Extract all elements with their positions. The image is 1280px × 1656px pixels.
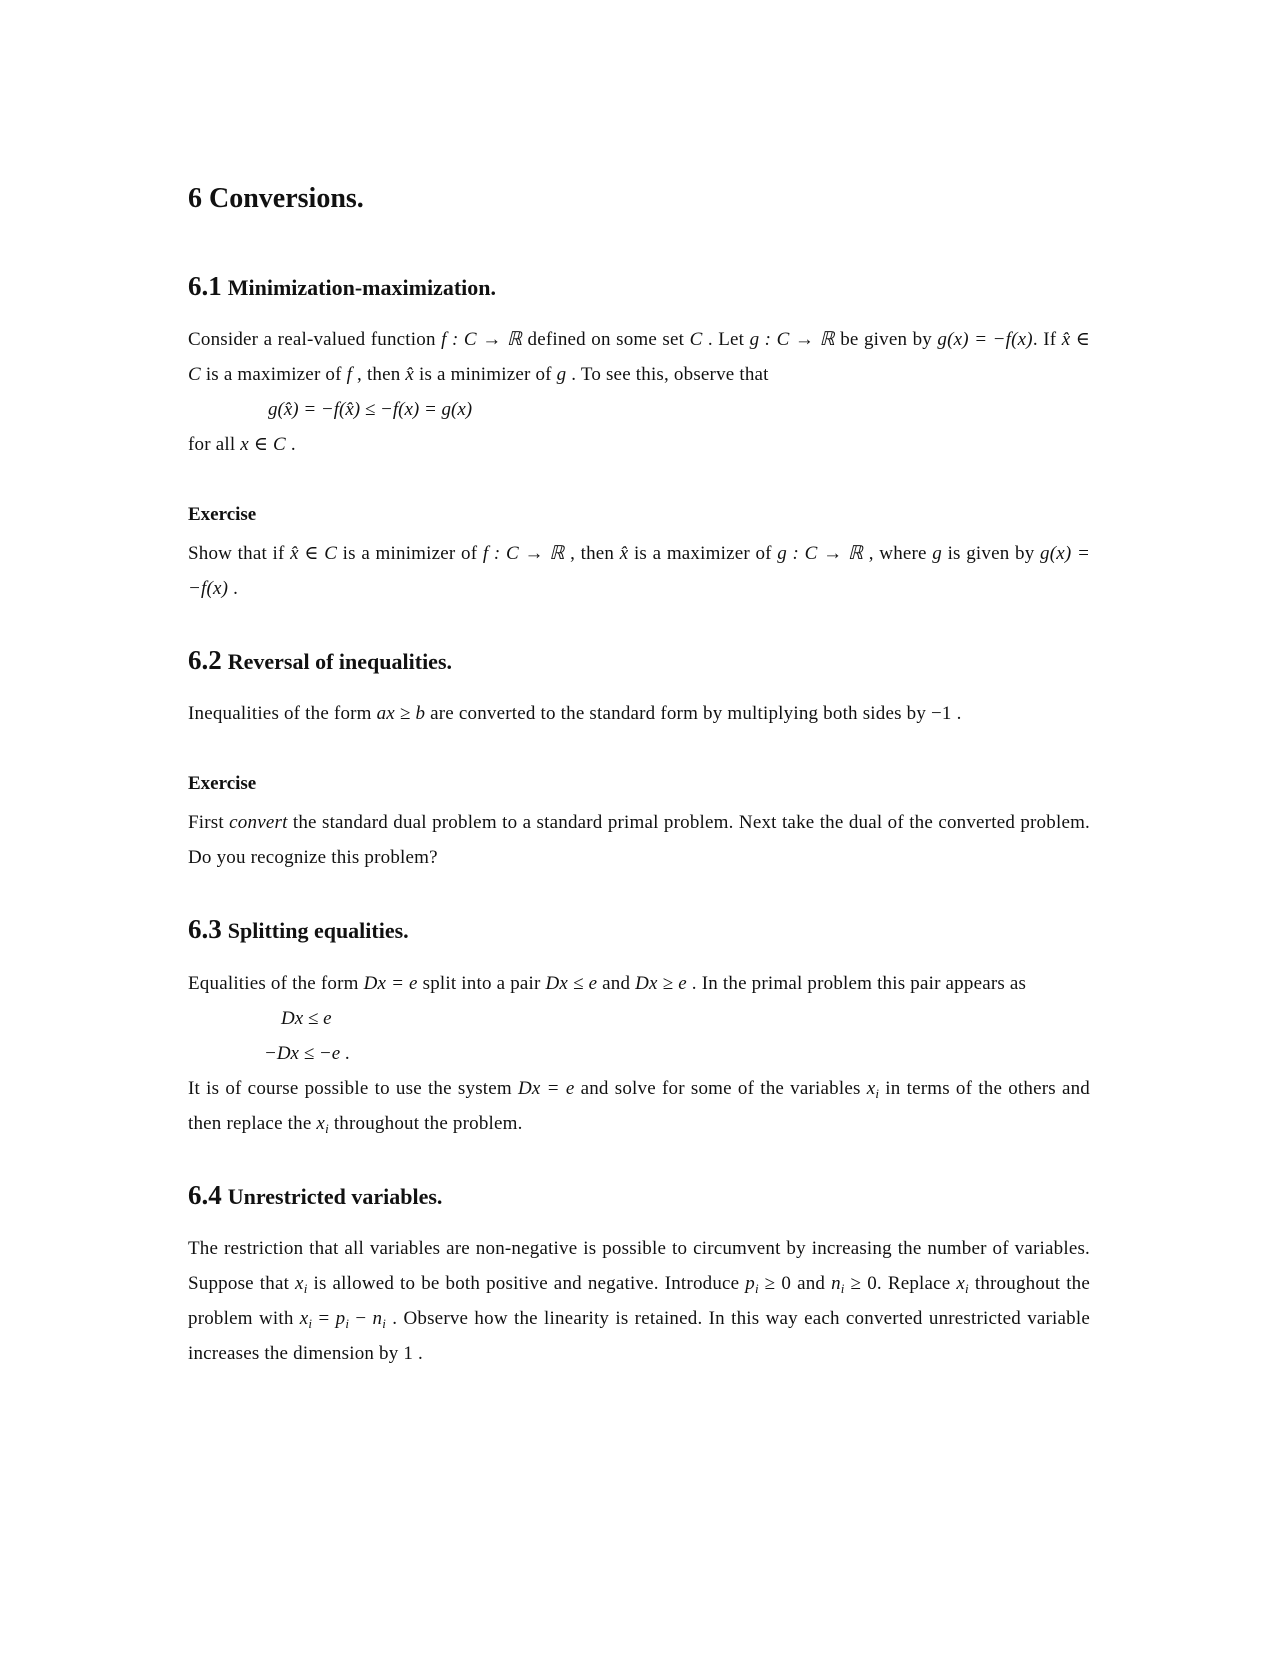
chapter-title: Conversions. (209, 183, 364, 214)
section-6-2 (188, 644, 1090, 875)
exercise-text: Show that if x̂ ∈ C is a minimizer of f : C → ℝ , then x̂ is a maximizer of g : C → ℝ , where g is given by g(x) = −f(x) . (188, 542, 1091, 599)
display-equation: g(x̂) = −f(x̂) ≤ −f(x) = g(x) (268, 398, 473, 420)
chapter-heading (188, 182, 1090, 216)
exercise-heading: Exercise (188, 503, 257, 525)
paragraph-min-max: Consider a real-valued function f : C → ℝ defined on some set C . Let g : C → ℝ be given by g(x) = −f(x). If x̂ ∈ C is a maximizer of f , then x̂ is a minimizer of g . To see this, observe that (188, 328, 1091, 385)
paragraph-unrestricted: The restriction that all variables are non-negative is possible to circumvent by increasing the number of variables. Suppose that $x_i$ is allowed to be both positive and negative. Introduce $p_i \ge 0$ and $n_i \ge 0$. Replace $x_i$ throughout the problem with $x_i = p_i - n_i$ . Observe how the linearity is retained. In this way each converted unrestricted variable increases the dimension by 1 . (188, 1238, 1091, 1365)
section-title: Unrestricted variables. (227, 1183, 443, 1209)
section-number: 6.2 (188, 644, 222, 675)
section-title: Minimization-maximization. (227, 274, 496, 300)
exercise-text: First convert the standard dual problem to a standard primal problem. Next take the dual of the converted problem. Do you recognize this problem? (188, 812, 1091, 869)
system-line-2: −Dx ≤ −e . (264, 1042, 350, 1064)
section-6-4 (188, 1179, 1090, 1371)
section-number: 6.1 (188, 270, 222, 301)
section-heading-6-2 (188, 644, 1090, 676)
paragraph-splitting: Equalities of the form Dx = e split into a pair Dx ≤ e and Dx ≥ e . In the primal problem this pair appears as (188, 972, 1027, 994)
page-content (188, 182, 1090, 1371)
display-system (188, 1001, 1090, 1071)
section-heading-6-1 (188, 270, 1090, 302)
section-heading-6-3 (188, 913, 1090, 945)
section-title: Reversal of inequalities. (227, 648, 453, 674)
paragraph-reversal: Inequalities of the form ax ≥ b are converted to the standard form by multiplying both sides by −1 . (188, 703, 962, 725)
section-heading-6-4 (188, 1179, 1090, 1211)
system-line-1: Dx ≤ e (281, 1007, 332, 1029)
section-number: 6.4 (188, 1179, 222, 1210)
exercise-heading: Exercise (188, 773, 257, 795)
paragraph-solve: It is of course possible to use the system Dx = e and solve for some of the variables $x_i$ in terms of the others and then replace the $x_i$ throughout the problem. (188, 1077, 1091, 1136)
section-number: 6.3 (188, 914, 222, 945)
section-6-3 (188, 913, 1090, 1140)
section-title: Splitting equalities. (227, 918, 409, 944)
paragraph-for-all: for all x ∈ C . (188, 433, 296, 455)
chapter-number: 6 (188, 183, 202, 214)
